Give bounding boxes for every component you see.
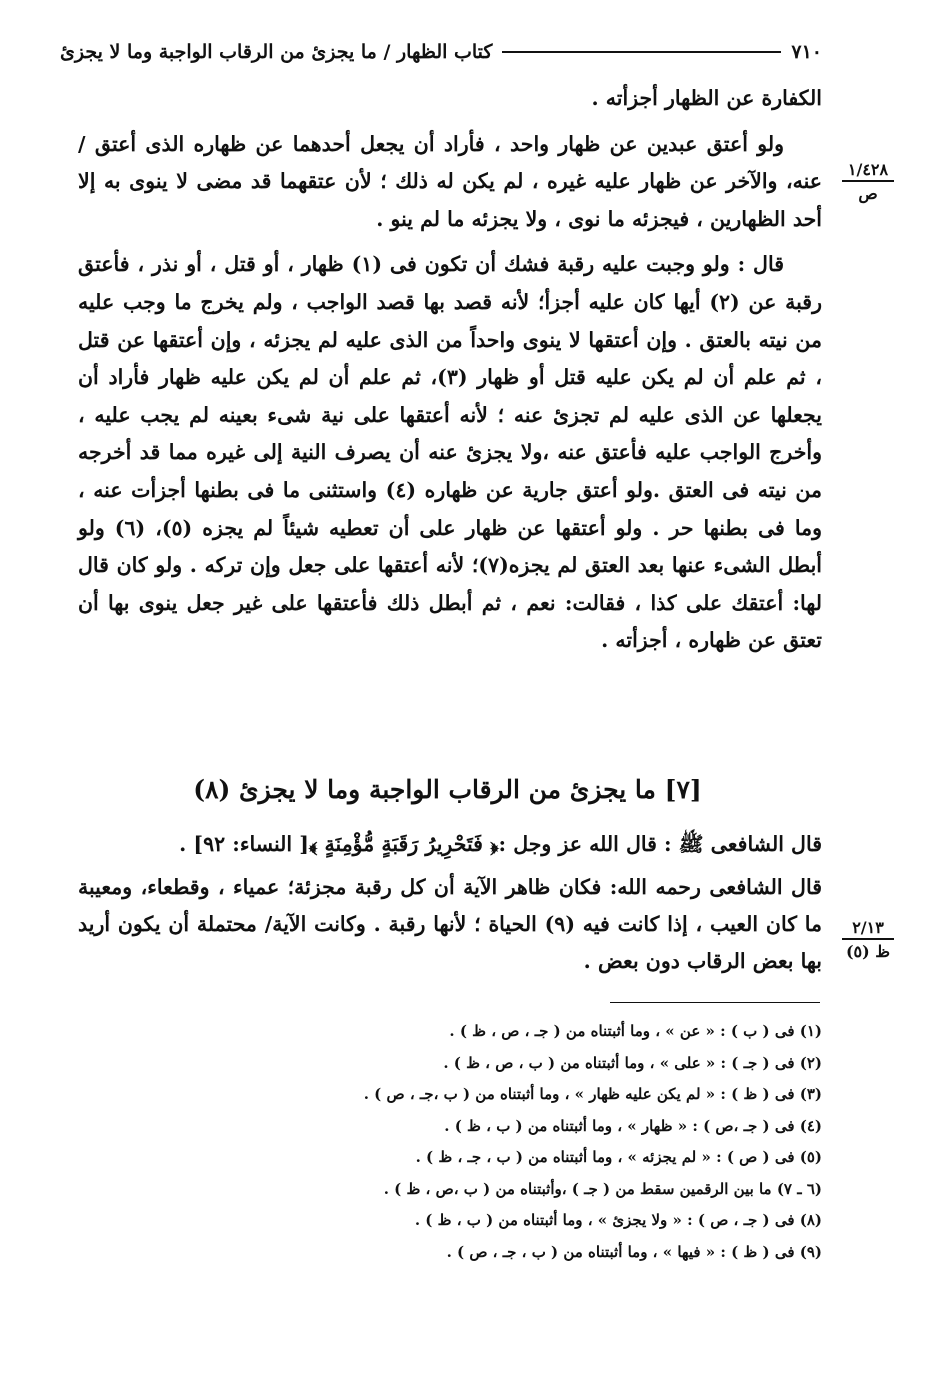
footnote-item: (٤) فى ( جـ ،ص ) : « ظهار » ، وما أثبتناه من ( ب ، ظ ) . bbox=[444, 1116, 822, 1135]
paragraph-doubt-case: قال : ولو وجبت عليه رقبة فشك أن تكون فى (١) ظهار ، أو قتل ، أو نذر ، فأعتق رقبة عن (٢) أيها كان عليه أجزأ؛ لأنه قصد بها قصد الواجب ، ولم يخرج ما وجب عليه من نيته بالعتق . وإن أعتقها لا ينوى واحداً من الذى عليه لم يجزئه ، وإن أعتقها عن قتل ، ثم علم أن لم يكن عليه قتل أو ظهار (٣)، ثم علم أن لم يكن عليه ظهار فأراد أن يجعلها عن الذى عليه لم تجزئ عنه ؛ لأنه أعتقها على نية شىء بعينه لم يجب عليه ، وأخرج الواجب عليه فأعتق عنه ،ولا يجزئ عنه أن يصرف النية إلى غيره مما قد أخرجه من نيته فى العتق .ولو أعتق جارية عن ظهاره (٤) واستثنى ما فى بطنها أجزأت عنه ، وما فى بطنها حر . ولو أعتقها عن ظهار على أن تعطيه شيئاً لم يجزه (٥)، (٦) ولو أبطل الشىء عنها بعد العتق لم يجزه(٧)؛ لأنه أعتقها على جعل وإن تركه . ولو كان قال لها: أعتقك على كذا ، فقالت: نعم ، ثم أبطل ذلك فأعتقها على غير جعل ينوى بها أن تعتق عن ظهاره ، أجزأته . bbox=[78, 252, 822, 653]
footnote-separator bbox=[610, 1002, 820, 1003]
paragraph-two-slaves: ولو أعتق عبدين عن ظهار واحد ، فأراد أن يجعل أحدهما عن ظهاره الذى أعتق / عنه، والآخر عن ظهار عليه غيره ، لم يكن له ذلك ؛ لأن عتقهما قد مضى لا ينوى به إلا أحد الظهارين ، فيجزئه ما نوى ، ولا يجزئه ما لم ينو . bbox=[78, 131, 822, 231]
main-text bbox=[78, 80, 822, 668]
footnote-item: (١) فى ( ب ) : « عن » ، وما أثبتناه من ( جـ ، ص ، ظ ) . bbox=[449, 1022, 822, 1040]
section-text bbox=[78, 826, 822, 986]
paragraph-continuation: الكفارة عن الظهار أجزأته . bbox=[591, 86, 822, 110]
page-number: ٧١٠ bbox=[791, 41, 822, 63]
footnote-item: (٨) فى ( جـ ، ص ) : « ولا يجزئ » ، وما أثبتناه من ( ب ، ظ ) . bbox=[414, 1211, 822, 1229]
section-heading: [٧] ما يجزئ من الرقاب الواجبة وما لا يجزئ (٨) bbox=[193, 775, 702, 804]
margin-note-manuscript-2: ٢/١٣ ظ (٥) bbox=[842, 918, 894, 961]
footnote-item: (٦ ـ ٧) ما بين الرقمين سقط من ( جـ ) ،وأثبتناه من ( ب ،ص ، ظ ) . bbox=[383, 1179, 822, 1198]
footnote-item: (٩) فى ( ظ ) : « فيها » ، وما أثبتناه من ( ب ، جـ ، ص ) . bbox=[446, 1242, 822, 1261]
header-rule bbox=[502, 51, 781, 53]
footnote-item: (٢) فى ( جـ ) : « على » ، وما أثبتناه من ( ب ، ص ، ظ ) . bbox=[443, 1053, 822, 1072]
quran-quote-line: قال الشافعى ﷺ : قال الله عز وجل :﴿ فَتَحْرِيرُ رَقَبَةٍ مُّؤْمِنَةٍ ﴾[ النساء: ٩٢] . bbox=[179, 832, 822, 856]
running-title: كتاب الظهار / ما يجزئ من الرقاب الواجبة وما لا يجزئ bbox=[60, 41, 493, 63]
footnotes bbox=[250, 1016, 822, 1268]
footnote-item: (٣) فى ( ظ ) : « لم يكن عليه ظهار » ، وما أثبتناه من ( ب ،جـ ، ص ) . bbox=[363, 1085, 822, 1103]
page-header bbox=[60, 34, 822, 70]
margin-note-manuscript-1: ١/٤٢٨ ص bbox=[842, 160, 894, 203]
footnote-item: (٥) فى ( ص ) : « لم يجزئه » ، وما أثبتناه من ( ب ، جـ ، ظ ) . bbox=[415, 1148, 822, 1166]
section-paragraph: قال الشافعى رحمه الله: فكان ظاهر الآية أن كل رقبة مجزئة؛ عمياء ، وقطعاء، ومعيبة ما كان العيب ، إذا كانت فيه (٩) الحياة ؛ لأنها رقبة . وكانت الآية/ محتملة أن يكون أريد بها بعض الرقاب دون بعض . bbox=[78, 875, 823, 973]
